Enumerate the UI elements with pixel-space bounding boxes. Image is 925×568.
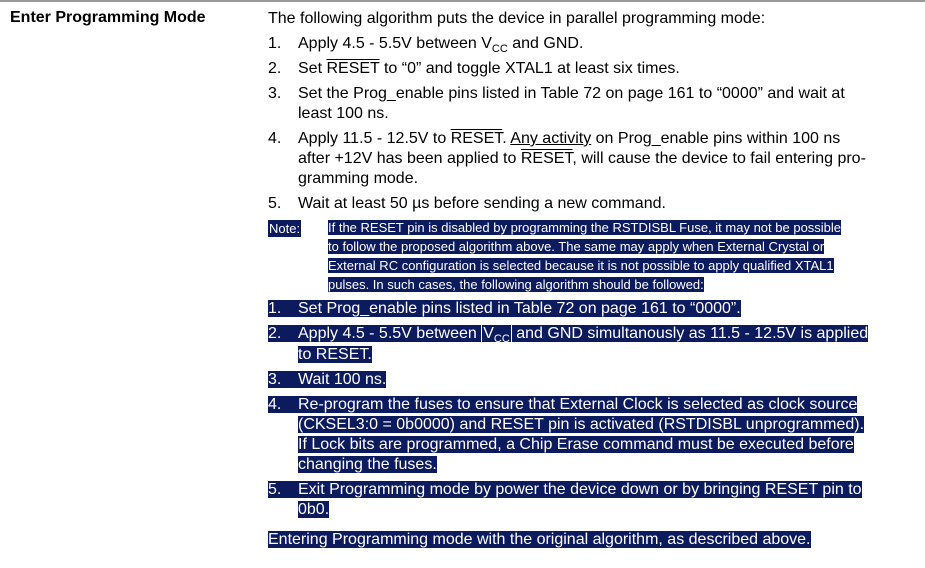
section-heading: Enter Programming Mode [10, 9, 206, 26]
step-1: 1. Apply 4.5 - 5.5V between $V_{CC}$ and GND. [268, 35, 584, 55]
alt-step-3: 3. Wait 100 ns. [268, 371, 387, 388]
step-number: 4. [268, 130, 282, 147]
closing-text: Entering Programming mode with the original algorithm, as described above. [268, 531, 811, 548]
reset-signal: RESET [315, 346, 368, 363]
note-line-4: pulses. In such cases, the following algorithm should be followed: [328, 277, 704, 292]
step-number: 2. [268, 60, 282, 77]
step-number: 3. [268, 85, 282, 102]
step-2: 2. Set RESET to “0” and toggle XTAL1 at least six times. [268, 60, 680, 77]
intro-text: The following algorithm puts the device in parallel programming mode: [268, 10, 766, 27]
vcc-symbol: $V_{CC}$ [483, 325, 510, 345]
step-5: 5. Wait at least 50 µs before sending a new command. [268, 195, 666, 212]
reset-signal: RESET [360, 220, 404, 235]
alt-step-5: 5. Exit Programming mode by power the device down or by bringing RESET pin to [268, 481, 862, 498]
step-3: 3. Set the Prog_enable pins listed in Table 72 on page 161 to “0000” and wait at [268, 85, 845, 102]
alt-step-2: 2. Apply 4.5 - 5.5V between $V_{CC}$ and GND simultanously as 11.5 - 12.5V is applied [268, 325, 869, 345]
reset-signal: RESET [450, 130, 503, 147]
note-label: Note: [269, 221, 301, 236]
alt-step-1: 1. Set Prog_enable pins listed in Table 72 on page 161 to “0000”. [268, 300, 741, 317]
note-line-2: to follow the proposed algorithm above. The same may apply when External Crystal or [328, 239, 825, 254]
step-number: 5. [268, 195, 282, 212]
step-4: 4. Apply 11.5 - 12.5V to RESET. Any activity on Prog_enable pins within 100 ns [268, 130, 841, 147]
reset-signal: RESET [764, 481, 818, 498]
reset-signal: RESET [520, 150, 573, 167]
reset-signal: RESET [326, 60, 380, 77]
reset-signal: RESET [490, 416, 544, 433]
alt-step-4: 4. Re-program the fuses to ensure that External Clock is selected as clock source [268, 396, 858, 413]
top-rule [0, 0, 925, 2]
step-number: 1. [268, 35, 282, 52]
note-line-1: If the RESET pin is disabled by programming the RSTDISBL Fuse, it may not be possible [328, 220, 842, 235]
note-line-3: External RC configuration is selected because it is not possible to apply qualified XTAL1 [328, 258, 834, 273]
